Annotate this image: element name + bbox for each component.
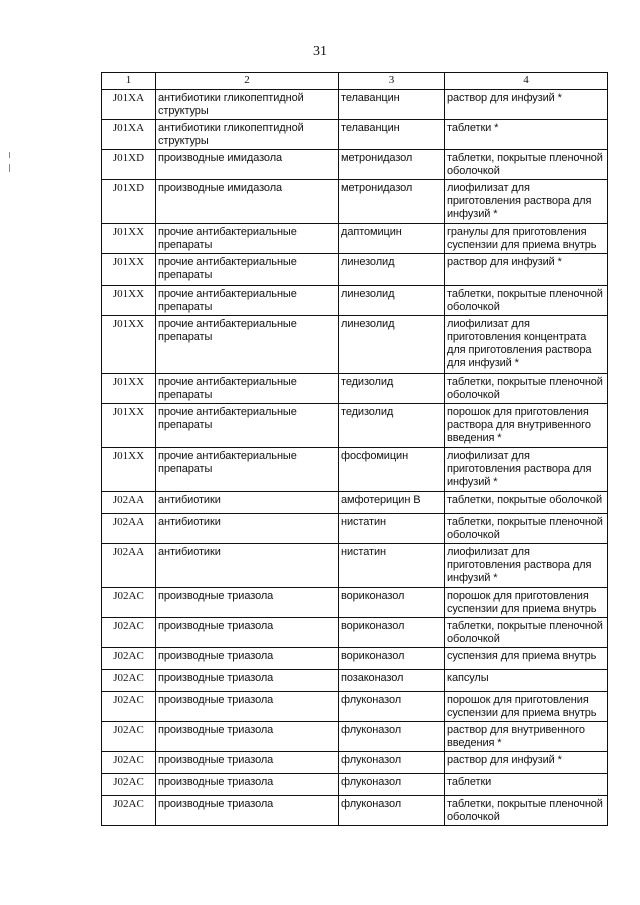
- dosage-form-cell: таблетки, покрытые пленочной оболочкой: [445, 150, 608, 180]
- table-row: [102, 774, 608, 796]
- code-cell: J01XD: [102, 150, 156, 180]
- column-header-4: 4: [445, 73, 608, 90]
- drug-name-cell: тедизолид: [339, 404, 445, 448]
- drug-name-cell: нистатин: [339, 544, 445, 588]
- group-cell: производные триазола: [156, 722, 339, 752]
- code-cell: J01XX: [102, 404, 156, 448]
- table-row: [102, 90, 608, 120]
- drug-name-cell: нистатин: [339, 514, 445, 544]
- drug-name-cell: амфотерицин B: [339, 492, 445, 514]
- dosage-form-cell: гранулы для приготовления суспензии для приема внутрь: [445, 224, 608, 254]
- group-cell: антибиотики гликопептидной структуры: [156, 90, 339, 120]
- code-cell: J02AC: [102, 588, 156, 618]
- drug-name-cell: фосфомицин: [339, 448, 445, 492]
- drug-table: [101, 72, 608, 826]
- table-row: [102, 286, 608, 316]
- code-cell: J01XA: [102, 90, 156, 120]
- drug-name-cell: позаконазол: [339, 670, 445, 692]
- dosage-form-cell: таблетки, покрытые пленочной оболочкой: [445, 618, 608, 648]
- margin-mark: [9, 164, 10, 172]
- group-cell: прочие антибактериальные препараты: [156, 404, 339, 448]
- dosage-form-cell: таблетки: [445, 774, 608, 796]
- code-cell: J01XX: [102, 374, 156, 404]
- code-cell: J01XX: [102, 316, 156, 374]
- code-cell: J02AC: [102, 774, 156, 796]
- dosage-form-cell: порошок для приготовления суспензии для приема внутрь: [445, 692, 608, 722]
- table-header-row: [102, 73, 608, 90]
- table-row: [102, 514, 608, 544]
- group-cell: производные триазола: [156, 692, 339, 722]
- code-cell: J02AA: [102, 514, 156, 544]
- drug-name-cell: флуконазол: [339, 722, 445, 752]
- code-cell: J01XX: [102, 224, 156, 254]
- group-cell: прочие антибактериальные препараты: [156, 286, 339, 316]
- drug-name-cell: вориконазол: [339, 618, 445, 648]
- dosage-form-cell: раствор для инфузий *: [445, 752, 608, 774]
- margin-mark: [9, 152, 10, 158]
- code-cell: J02AC: [102, 722, 156, 752]
- column-header-2: 2: [156, 73, 339, 90]
- table-row: [102, 120, 608, 150]
- dosage-form-cell: раствор для инфузий *: [445, 90, 608, 120]
- code-cell: J02AC: [102, 618, 156, 648]
- code-cell: J02AC: [102, 648, 156, 670]
- group-cell: прочие антибактериальные препараты: [156, 316, 339, 374]
- group-cell: прочие антибактериальные препараты: [156, 224, 339, 254]
- table-row: [102, 544, 608, 588]
- table-body: [102, 90, 608, 826]
- table-row: [102, 618, 608, 648]
- drug-name-cell: флуконазол: [339, 692, 445, 722]
- table-row: [102, 588, 608, 618]
- table-row: [102, 796, 608, 826]
- code-cell: J02AC: [102, 796, 156, 826]
- dosage-form-cell: порошок для приготовления раствора для внутривенного введения *: [445, 404, 608, 448]
- dosage-form-cell: раствор для инфузий *: [445, 254, 608, 286]
- dosage-form-cell: раствор для внутривенного введения *: [445, 722, 608, 752]
- group-cell: прочие антибактериальные препараты: [156, 448, 339, 492]
- code-cell: J01XD: [102, 180, 156, 224]
- group-cell: прочие антибактериальные препараты: [156, 374, 339, 404]
- table-row: [102, 692, 608, 722]
- dosage-form-cell: таблетки, покрытые пленочной оболочкой: [445, 286, 608, 316]
- column-header-1: 1: [102, 73, 156, 90]
- dosage-form-cell: капсулы: [445, 670, 608, 692]
- table-row: [102, 448, 608, 492]
- group-cell: антибиотики: [156, 492, 339, 514]
- dosage-form-cell: порошок для приготовления суспензии для приема внутрь: [445, 588, 608, 618]
- group-cell: производные имидазола: [156, 180, 339, 224]
- drug-name-cell: линезолид: [339, 286, 445, 316]
- drug-name-cell: флуконазол: [339, 752, 445, 774]
- group-cell: производные триазола: [156, 618, 339, 648]
- dosage-form-cell: таблетки, покрытые оболочкой: [445, 492, 608, 514]
- table-row: [102, 254, 608, 286]
- drug-name-cell: флуконазол: [339, 796, 445, 826]
- table-row: [102, 670, 608, 692]
- dosage-form-cell: таблетки, покрытые пленочной оболочкой: [445, 374, 608, 404]
- group-cell: антибиотики: [156, 544, 339, 588]
- dosage-form-cell: лиофилизат для приготовления концентрата для приготовления раствора для инфузий *: [445, 316, 608, 374]
- dosage-form-cell: таблетки, покрытые пленочной оболочкой: [445, 514, 608, 544]
- group-cell: антибиотики: [156, 514, 339, 544]
- table-row: [102, 180, 608, 224]
- drug-name-cell: метронидазол: [339, 150, 445, 180]
- dosage-form-cell: лиофилизат для приготовления раствора для инфузий *: [445, 448, 608, 492]
- drug-name-cell: метронидазол: [339, 180, 445, 224]
- group-cell: антибиотики гликопептидной структуры: [156, 120, 339, 150]
- group-cell: производные триазола: [156, 648, 339, 670]
- table-row: [102, 150, 608, 180]
- drug-name-cell: линезолид: [339, 316, 445, 374]
- table-row: [102, 404, 608, 448]
- code-cell: J02AA: [102, 492, 156, 514]
- group-cell: производные триазола: [156, 588, 339, 618]
- drug-name-cell: телаванцин: [339, 120, 445, 150]
- dosage-form-cell: лиофилизат для приготовления раствора для инфузий *: [445, 544, 608, 588]
- drug-name-cell: тедизолид: [339, 374, 445, 404]
- group-cell: производные имидазола: [156, 150, 339, 180]
- group-cell: производные триазола: [156, 752, 339, 774]
- page-number: 31: [313, 44, 327, 59]
- table-row: [102, 374, 608, 404]
- code-cell: J01XX: [102, 254, 156, 286]
- drug-name-cell: вориконазол: [339, 648, 445, 670]
- table-row: [102, 722, 608, 752]
- code-cell: J01XX: [102, 286, 156, 316]
- table-row: [102, 492, 608, 514]
- dosage-form-cell: таблетки, покрытые пленочной оболочкой: [445, 796, 608, 826]
- column-header-3: 3: [339, 73, 445, 90]
- group-cell: производные триазола: [156, 774, 339, 796]
- drug-name-cell: телаванцин: [339, 90, 445, 120]
- code-cell: J02AC: [102, 692, 156, 722]
- table-row: [102, 752, 608, 774]
- drug-name-cell: вориконазол: [339, 588, 445, 618]
- code-cell: J01XX: [102, 448, 156, 492]
- dosage-form-cell: лиофилизат для приготовления раствора для инфузий *: [445, 180, 608, 224]
- drug-name-cell: даптомицин: [339, 224, 445, 254]
- table-row: [102, 648, 608, 670]
- group-cell: производные триазола: [156, 670, 339, 692]
- code-cell: J02AC: [102, 670, 156, 692]
- table-row: [102, 316, 608, 374]
- code-cell: J01XA: [102, 120, 156, 150]
- group-cell: производные триазола: [156, 796, 339, 826]
- drug-name-cell: флуконазол: [339, 774, 445, 796]
- dosage-form-cell: таблетки *: [445, 120, 608, 150]
- dosage-form-cell: суспензия для приема внутрь: [445, 648, 608, 670]
- table-row: [102, 224, 608, 254]
- code-cell: J02AA: [102, 544, 156, 588]
- drug-name-cell: линезолид: [339, 254, 445, 286]
- code-cell: J02AC: [102, 752, 156, 774]
- group-cell: прочие антибактериальные препараты: [156, 254, 339, 286]
